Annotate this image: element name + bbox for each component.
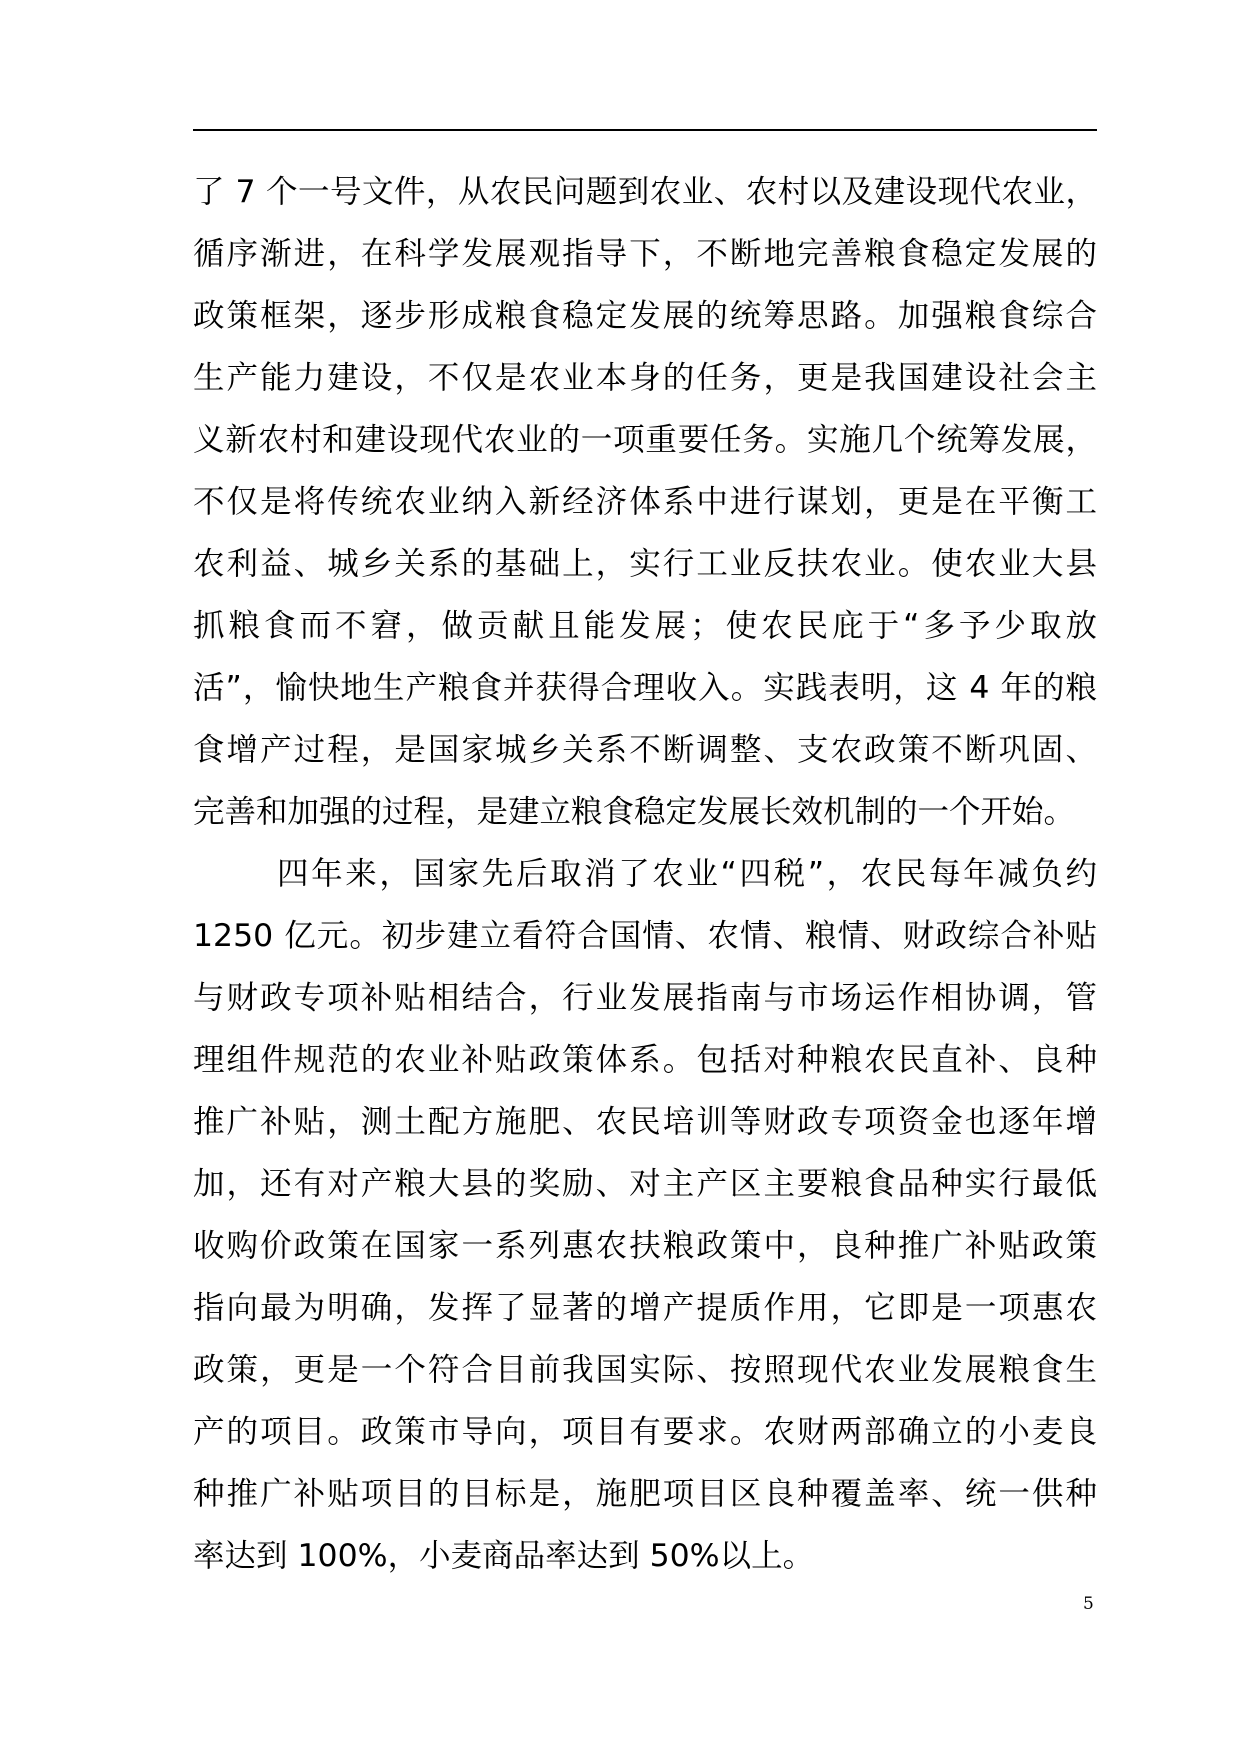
text-line: 不仅是将传统农业纳入新经济体系中进行谋划，更是在平衡工 bbox=[193, 484, 1097, 520]
header-rule bbox=[193, 129, 1097, 131]
text-line: 加，还有对产粮大县的奖励、对主产区主要粮食品种实行最低 bbox=[193, 1166, 1097, 1202]
text-line: 循序渐进，在科学发展观指导下，不断地完善粮食稳定发展的 bbox=[193, 236, 1097, 272]
text-line: 政策，更是一个符合目前我国实际、按照现代农业发展粮食生 bbox=[193, 1352, 1097, 1388]
text-line: 政策框架，逐步形成粮食稳定发展的统筹思路。加强粮食综合 bbox=[193, 298, 1097, 334]
paragraph-first-line: 四年来，国家先后取消了农业“四税”，农民每年减负约 bbox=[277, 856, 1097, 892]
text-line: 完善和加强的过程，是建立粮食稳定发展长效机制的一个开始。 bbox=[193, 794, 1076, 830]
text-line: 推广补贴，测土配方施肥、农民培训等财政专项资金也逐年增 bbox=[193, 1104, 1097, 1140]
text-line: 活”，愉快地生产粮食并获得合理收入。实践表明，这 4 年的粮 bbox=[193, 670, 1097, 706]
text-line: 与财政专项补贴相结合，行业发展指南与市场运作相协调，管 bbox=[193, 980, 1097, 1016]
text-line: 收购价政策在国家一系列惠农扶粮政策中，良种推广补贴政策 bbox=[193, 1228, 1097, 1264]
text-line: 种推广补贴项目的目标是，施肥项目区良种覆盖率、统一供种 bbox=[193, 1476, 1097, 1512]
text-line: 生产能力建设，不仅是农业本身的任务，更是我国建设社会主 bbox=[193, 360, 1097, 396]
text-line: 食增产过程，是国家城乡关系不断调整、支农政策不断巩固、 bbox=[193, 732, 1097, 768]
text-line: 了 7 个一号文件，从农民问题到农业、农村以及建设现代农业， bbox=[193, 174, 1097, 210]
text-line: 农利益、城乡关系的基础上，实行工业反扶农业。使农业大县 bbox=[193, 546, 1097, 582]
page-number: 5 bbox=[1083, 1594, 1094, 1614]
text-line: 抓粮食而不窘，做贡献且能发展；使农民庇于“多予少取放 bbox=[193, 608, 1097, 644]
text-line: 义新农村和建设现代农业的一项重要任务。实施几个统筹发展， bbox=[193, 422, 1097, 458]
text-line: 产的项目。政策市导向，项目有要求。农财两部确立的小麦良 bbox=[193, 1414, 1097, 1450]
text-line: 指向最为明确，发挥了显著的增产提质作用，它即是一项惠农 bbox=[193, 1290, 1097, 1326]
body-text bbox=[193, 161, 1097, 1587]
text-line: 理组件规范的农业补贴政策体系。包括对种粮农民直补、良种 bbox=[193, 1042, 1097, 1078]
text-line: 1250 亿元。初步建立看符合国情、农情、粮情、财政综合补贴 bbox=[193, 918, 1097, 954]
text-line: 率达到 100%，小麦商品率达到 50%以上。 bbox=[193, 1538, 815, 1574]
